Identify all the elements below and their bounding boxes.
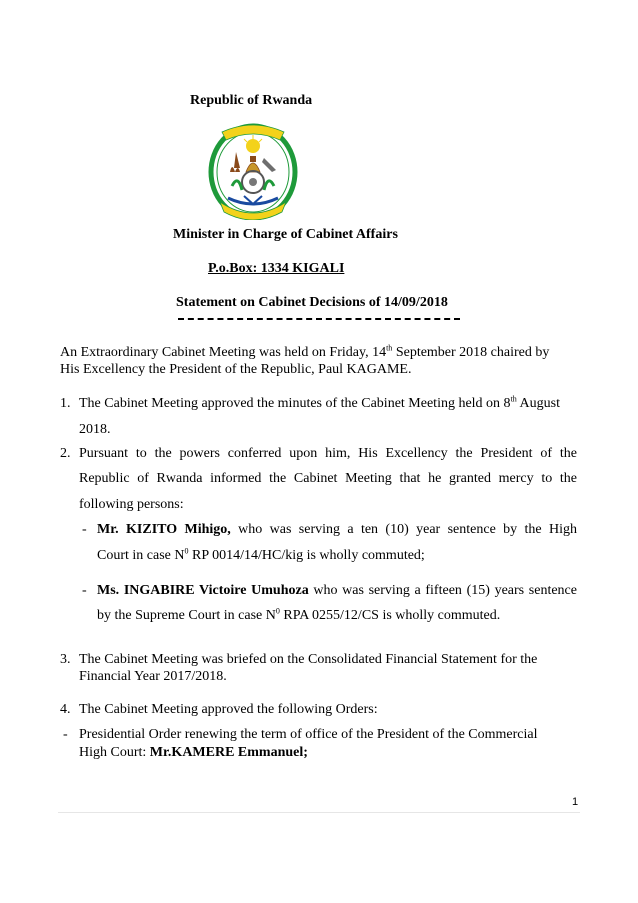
item-2-sub-1-dash: - (82, 522, 87, 537)
item-4-number: 4. (60, 702, 71, 717)
item-1-number: 1. (60, 396, 71, 411)
item-3-number: 3. (60, 652, 71, 667)
item-4-sub-1-line-1: Presidential Order renewing the term of office of the President of the Commercial (79, 727, 538, 742)
footer-divider (58, 812, 580, 813)
item-1-line-2: 2018. (79, 422, 111, 437)
item-2-line-3: following persons: (79, 497, 184, 512)
item-1-line-1: The Cabinet Meeting approved the minutes of the Cabinet Meeting held on 8th August (79, 394, 560, 411)
item-2-line-1: Pursuant to the powers conferred upon him, His Excellency the President of the (79, 446, 577, 461)
item-3-line-2: Financial Year 2017/2018. (79, 669, 227, 684)
intro-line-1: An Extraordinary Cabinet Meeting was held on Friday, 14th September 2018 chaired by (60, 343, 550, 360)
item-2-sub-2-line-2: by the Supreme Court in case $N^0$ RPA 0255/12/CS is wholly commuted. (97, 606, 501, 623)
intro-line-2: His Excellency the President of the Republic, Paul KAGAME. (60, 362, 412, 377)
statement-title: Statement on Cabinet Decisions of 14/09/2018 (176, 295, 448, 310)
country-name: Republic of Rwanda (190, 93, 313, 108)
po-box: P.o.Box: 1334 KIGALI (208, 261, 345, 276)
item-4-sub-1-line-2: High Court: Mr.KAMERE Emmanuel; (79, 745, 308, 760)
item-2-sub-1-line-2: Court in case $N^0$ RP 0014/14/HC/kig is wholly commuted; (97, 546, 425, 563)
item-2-number: 2. (60, 446, 71, 461)
rwanda-seal-icon (208, 120, 298, 220)
item-2-sub-1-line-1: Mr. KIZITO Mihigo, who was serving a ten (10) year sentence by the High (97, 522, 578, 537)
item-3-line-1: The Cabinet Meeting was briefed on the Consolidated Financial Statement for the (79, 652, 538, 667)
ministry-name: Minister in Charge of Cabinet Affairs (173, 227, 398, 242)
page-number: 1 (572, 796, 579, 808)
item-2-line-2: Republic of Rwanda informed the Cabinet Meeting that he granted mercy to the (79, 471, 577, 486)
item-2-sub-2-dash: - (82, 583, 87, 598)
title-divider (178, 318, 460, 320)
item-4-line-1: The Cabinet Meeting approved the following Orders: (79, 702, 378, 717)
item-2-sub-2-line-1: Ms. INGABIRE Victoire Umuhoza who was serving a fifteen (15) years sentence (97, 583, 577, 598)
item-4-sub-1-dash: - (63, 727, 68, 742)
